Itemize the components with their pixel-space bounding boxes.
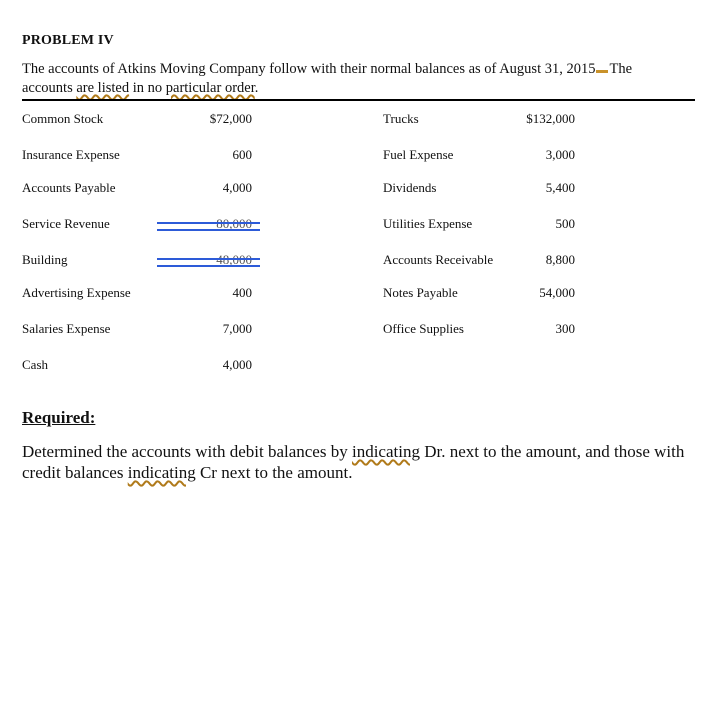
blue-double-strike [157, 258, 260, 267]
required-text-c: Dr. next to the amount, and those with credit balances [22, 442, 685, 482]
left-account-amount: $72,000 [209, 111, 252, 126]
required-text-a: Determined the accounts with debit balances by [22, 442, 348, 461]
right-account-name: Accounts Receivable [383, 252, 494, 267]
right-account-name: Trucks [383, 111, 419, 126]
right-account-name: Dividends [383, 180, 437, 195]
blue-double-strike [157, 222, 260, 231]
left-account-amount-struck: 80,000 [216, 216, 252, 231]
left-account-amount: 4,000 [222, 357, 252, 372]
left-account-name: Advertising Expense [22, 285, 131, 300]
left-account-name: Common Stock [22, 111, 104, 126]
required-text [22, 441, 692, 483]
left-account-name: Building [22, 252, 68, 267]
intro-word-particular-order: particular order [165, 80, 255, 96]
left-account-amount: 400 [232, 285, 252, 300]
right-account-amount: 5,400 [545, 180, 575, 195]
left-account-name: Service Revenue [22, 216, 110, 231]
right-account-name: Utilities Expense [383, 216, 473, 231]
required-word-indicating-2: indicating [127, 463, 196, 482]
right-account-amount: 54,000 [539, 285, 575, 300]
left-account-amount: 600 [232, 147, 252, 162]
intro-line2 [22, 79, 702, 98]
right-account-name: Fuel Expense [383, 147, 454, 162]
intro-word-are-listed: are listed [76, 80, 130, 96]
intro-line1: The accounts of Atkins Moving Company follow with their normal balances as of August 31, 2015 [22, 61, 596, 77]
left-account-amount: 4,000 [222, 180, 252, 195]
right-account-name: Office Supplies [383, 321, 464, 336]
left-account-name: Accounts Payable [22, 180, 116, 195]
left-account-name: Insurance Expense [22, 147, 120, 162]
left-account-amount: 7,000 [222, 321, 252, 336]
problem-intro [22, 60, 702, 98]
required-text-e: Cr next to the amount. [199, 463, 353, 482]
right-account-amount: 3,000 [545, 147, 575, 162]
right-account-amount: 500 [555, 216, 575, 231]
grammar-mark [596, 70, 608, 73]
right-account-name: Notes Payable [383, 285, 458, 300]
right-account-amount: 8,800 [545, 252, 575, 267]
left-account-amount-struck: 48,000 [216, 252, 252, 267]
intro-line1-end: The [609, 61, 633, 77]
required-word-indicating: indicating [351, 442, 420, 461]
right-account-amount: 300 [555, 321, 575, 336]
header-rule [22, 99, 695, 101]
right-account-amount: $132,000 [526, 111, 575, 126]
intro-word-in-no: in no [132, 80, 163, 96]
problem-title: PROBLEM IV [22, 33, 114, 48]
intro-word-accounts: accounts [22, 80, 73, 96]
intro-period: . [254, 80, 259, 96]
left-account-name: Salaries Expense [22, 321, 111, 336]
left-account-name: Cash [22, 357, 48, 372]
required-heading: Required: [22, 408, 96, 427]
